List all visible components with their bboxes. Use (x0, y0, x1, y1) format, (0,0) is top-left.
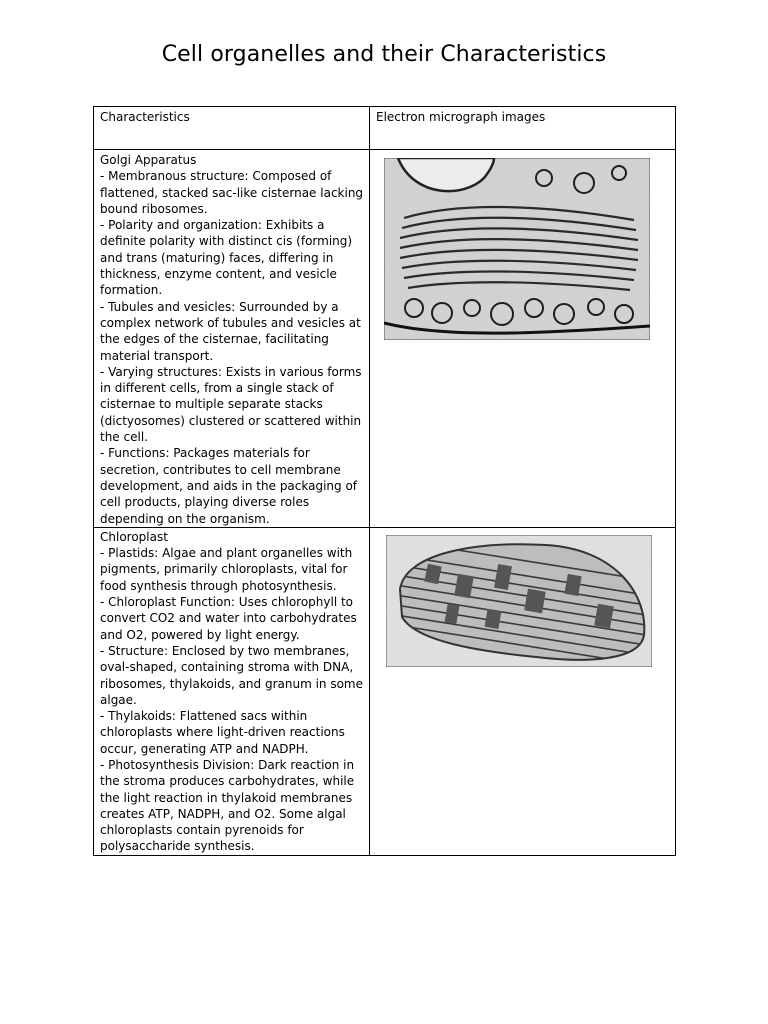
golgi-micrograph-image (384, 158, 650, 340)
characteristic-point: - Plastids: Algae and plant organelles with pigments, primarily chloroplasts, vital for food synthesis through photosynthesis. (100, 546, 353, 593)
page-title: Cell organelles and their Characteristics (161, 42, 607, 67)
characteristic-point: - Membranous structure: Composed of flattened, stacked sac-like cisternae lacking bound ribosomes. (100, 169, 364, 216)
table-header-row (94, 107, 676, 150)
characteristic-point: - Chloroplast Function: Uses chlorophyll to convert CO2 and water into carbohydrates and O2, powered by light energy. (100, 595, 357, 642)
header-characteristics: Characteristics (100, 110, 190, 124)
image-cell (370, 527, 676, 855)
characteristics-cell (94, 150, 370, 528)
header-cell-characteristics (94, 107, 370, 150)
chloroplast-micrograph-image (386, 535, 652, 667)
organelle-name: Golgi Apparatus (100, 153, 197, 167)
image-cell (370, 150, 676, 528)
header-images: Electron micrograph images (376, 110, 546, 124)
organelle-name: Chloroplast (100, 529, 168, 544)
organelle-table (93, 106, 676, 856)
characteristic-point: - Structure: Enclosed by two membranes, oval-shaped, containing stroma with DNA, ribosomes, thylakoids, and granum in some algae. (100, 643, 363, 707)
table-row (94, 527, 676, 855)
header-cell-images (370, 107, 676, 150)
characteristic-point: - Thylakoids: Flattened sacs within chloroplasts where light-driven reactions occur, generating ATP and NADPH. (100, 709, 345, 756)
characteristic-point: - Varying structures: Exists in various forms in different cells, from a single stack of cisternae to multiple separate stacks (dictyosomes) clustered or scattered within the cell. (100, 364, 362, 445)
characteristic-point: - Tubules and vesicles: Surrounded by a complex network of tubules and vesicles at the edges of the cisternae, facilitating material transport. (100, 299, 361, 363)
table-row (94, 150, 676, 528)
characteristic-point: - Polarity and organization: Exhibits a definite polarity with distinct cis (forming) and trans (maturing) faces, differing in thickness, enzyme content, and vesicle formation. (100, 218, 353, 298)
characteristic-point: - Functions: Packages materials for secretion, contributes to cell membrane development, and aids in the packaging of cell products, playing diverse roles depending on the organism. (100, 446, 358, 526)
characteristics-cell (94, 527, 370, 855)
characteristic-point: - Photosynthesis Division: Dark reaction in the stroma produces carbohydrates, while the light reaction in thylakoid membranes creates ATP, NADPH, and O2. Some algal chloroplasts contain pyrenoids for polysaccharide synthesis. (100, 757, 355, 854)
